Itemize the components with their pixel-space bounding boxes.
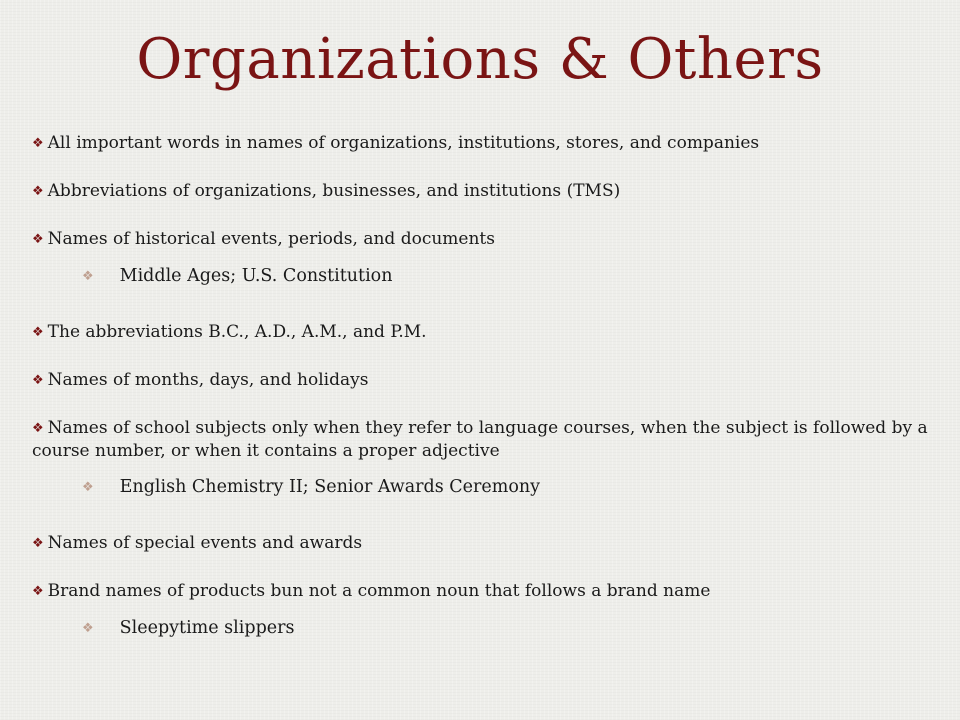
sub-bullet-item [32,617,942,640]
bullet-text: Names of months, days, and holidays [47,370,369,390]
bullet-text: Names of school subjects only when they refer to language courses, when the subject is followed by a course number, or when it contains a proper adjective [32,418,928,461]
diamond-bullet-icon: ❖ [32,325,44,340]
diamond-bullet-icon: ❖ [32,232,44,247]
bullet-text: Names of special events and awards [47,533,363,553]
slide-title: Organizations & Others [136,27,824,92]
bullet-item [32,132,942,155]
bullet-item [32,180,942,203]
bullet-item [32,369,942,392]
diamond-bullet-icon: ❖ [32,421,44,436]
bullet-item [32,321,942,344]
diamond-bullet-icon: ❖ [32,184,44,199]
bullet-list [32,132,942,673]
diamond-bullet-icon: ❖ [82,480,94,495]
bullet-text: The abbreviations B.C., A.D., A.M., and P.M. [47,322,427,342]
diamond-bullet-icon: ❖ [32,373,44,388]
bullet-item [32,417,942,462]
bullet-text: Names of historical events, periods, and documents [47,229,495,249]
sub-bullet-text: Middle Ages; U.S. Constitution [119,266,393,286]
diamond-bullet-icon: ❖ [32,536,44,551]
bullet-text: Brand names of products bun not a common noun that follows a brand name [47,581,711,601]
sub-bullet-text: Sleepytime slippers [119,618,295,638]
sub-bullet-text: English Chemistry II; Senior Awards Ceremony [119,477,541,497]
sub-bullet-item [32,265,942,288]
diamond-bullet-icon: ❖ [32,584,44,599]
bullet-item [32,532,942,555]
bullet-text: All important words in names of organizations, institutions, stores, and companies [47,133,760,153]
sub-bullet-item [32,476,942,499]
diamond-bullet-icon: ❖ [82,621,94,636]
bullet-item [32,228,942,251]
bullet-text: Abbreviations of organizations, businesses, and institutions (TMS) [47,181,621,201]
diamond-bullet-icon: ❖ [32,136,44,151]
diamond-bullet-icon: ❖ [82,269,94,284]
bullet-item [32,580,942,603]
